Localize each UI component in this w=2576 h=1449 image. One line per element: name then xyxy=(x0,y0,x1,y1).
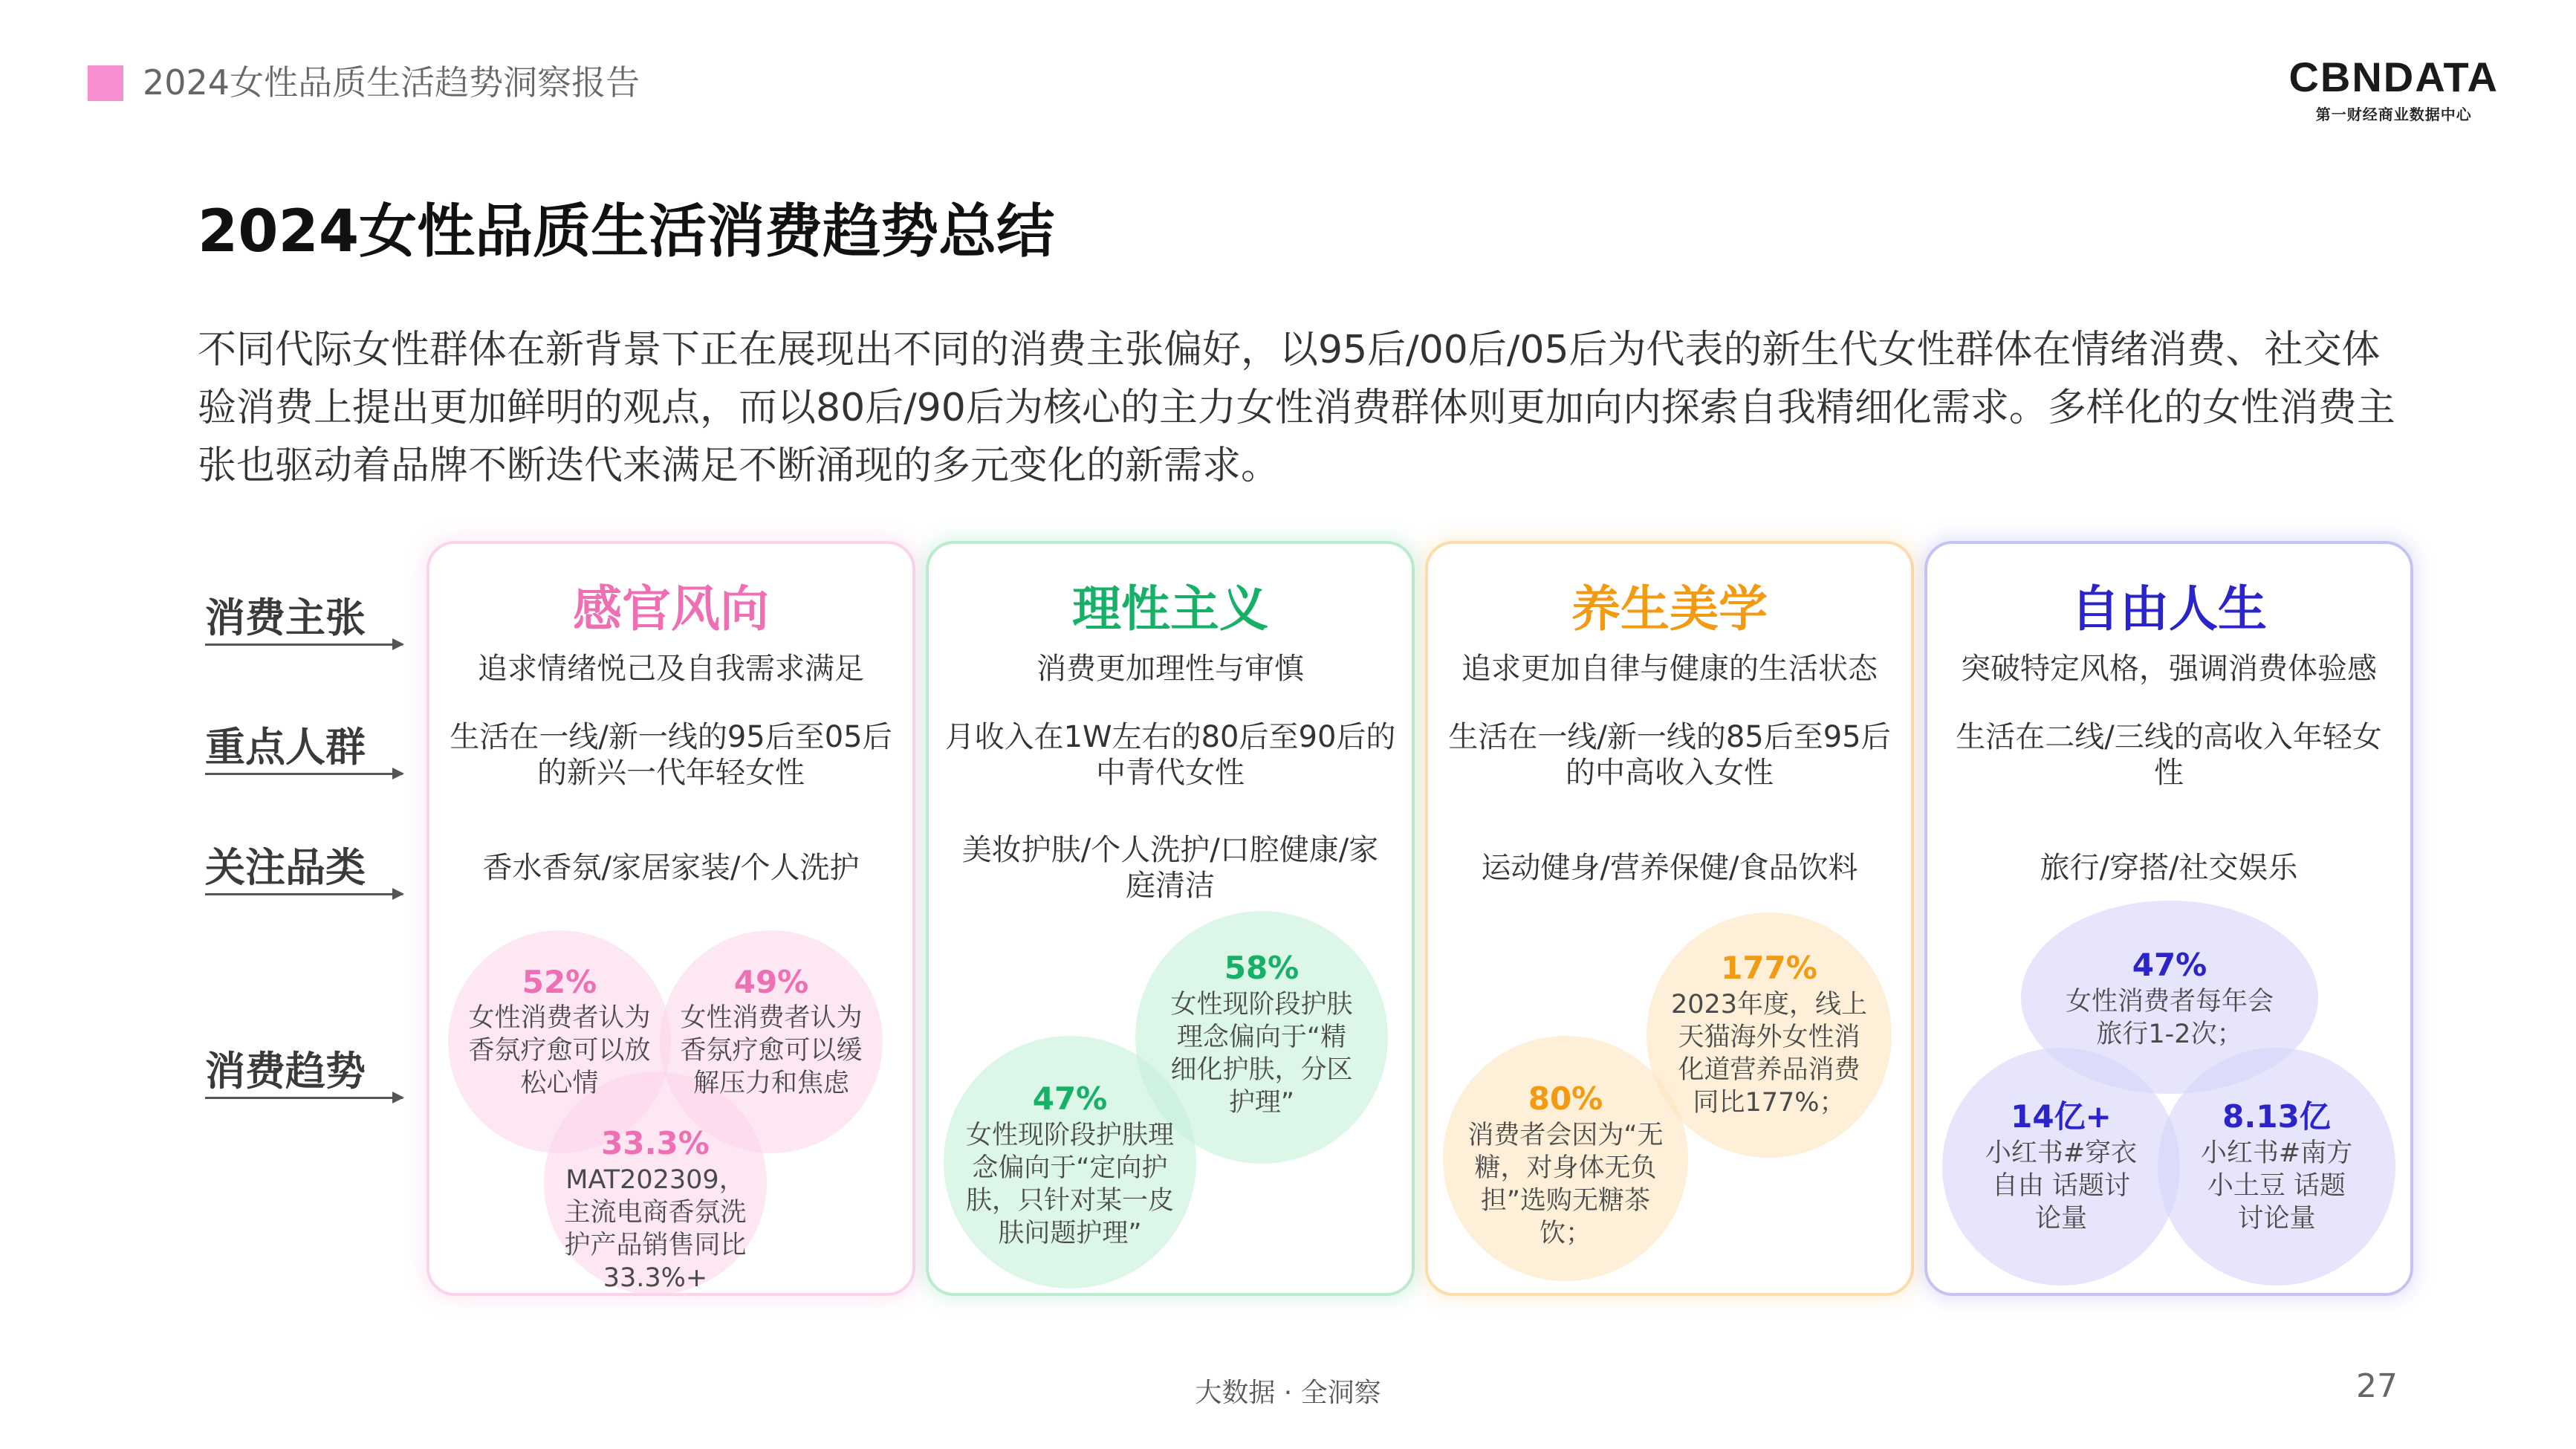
trend-text: 女性消费者每年会旅行1-2次； xyxy=(2066,987,2274,1049)
trend-percent: 52% xyxy=(522,964,597,1000)
card-people: 生活在二线/三线的高收入年轻女性 xyxy=(1956,720,2382,790)
card-subtitle: 追求更加自律与健康的生活状态 xyxy=(1461,652,1878,686)
trend-text: 女性消费者认为香氛疗愈可以缓解压力和焦虑 xyxy=(680,1003,863,1098)
trend-percent: 33.3% xyxy=(601,1125,710,1161)
row-label-trend: 消费趋势 xyxy=(205,1048,366,1095)
row-arrow-claim xyxy=(205,644,403,646)
card-freedom xyxy=(1924,541,2413,1296)
row-arrow-people xyxy=(205,773,403,775)
card-rational xyxy=(926,541,1415,1296)
cbndata-logo xyxy=(2288,55,2499,124)
trend-text: 小红书#南方小土豆 话题讨论量 xyxy=(2200,1138,2353,1234)
logo-text: CBNDATA xyxy=(2288,54,2499,100)
card-people: 生活在一线/新一线的95后至05后的新兴一代年轻女性 xyxy=(450,720,892,790)
card-title: 感官风向 xyxy=(573,580,769,638)
trend-text: 女性现阶段护肤理念偏向于“精细化护肤，分区护理” xyxy=(1170,990,1353,1118)
trend-text: MAT202309，主流电商香氛洗护产品销售同比33.3%+ xyxy=(564,1165,747,1293)
card-wellness xyxy=(1425,541,1914,1296)
card-people: 月收入在1W左右的80后至90后的中青代女性 xyxy=(944,720,1396,790)
card-category: 香水香氛/家居家装/个人洗护 xyxy=(482,851,860,885)
logo-subtitle: 第一财经商业数据中心 xyxy=(2315,106,2472,123)
card-sensory xyxy=(426,541,915,1296)
card-title: 理性主义 xyxy=(1072,580,1268,638)
row-label-people: 重点人群 xyxy=(205,724,366,771)
intro-paragraph: 不同代际女性群体在新背景下正在展现出不同的消费主张偏好，以95后/00后/05后为代表的新生代女性群体在情绪消费、社交体验消费上提出更加鲜明的观点，而以80后/90后为核心的主力女性消费群体则更加向内探索自我精细化需求。多样化的女性消费主张也驱动着品牌不断迭代来满足不断涌现的多元变化的新需求。 xyxy=(198,328,2395,488)
trend-text: 2023年度，线上天猫海外女性消化道营养品消费同比177%； xyxy=(1670,990,1868,1118)
card-category: 美妆护肤/个人洗护/口腔健康/家庭清洁 xyxy=(961,833,1379,903)
card-title: 自由人生 xyxy=(2071,580,2267,638)
row-label-claim: 消费主张 xyxy=(205,594,366,641)
header-square-marker xyxy=(88,65,123,101)
trend-text: 消费者会因为“无糖，对身体无负担”选购无糖茶饮； xyxy=(1467,1121,1664,1248)
card-subtitle: 消费更加理性与审慎 xyxy=(1036,652,1304,686)
trend-percent: 8.13亿 xyxy=(2222,1098,2331,1135)
row-label-category: 关注品类 xyxy=(205,844,366,891)
card-subtitle: 突破特定风格，强调消费体验感 xyxy=(1961,652,2377,686)
card-category: 旅行/穿搭/社交娱乐 xyxy=(2040,851,2298,885)
trend-text: 女性现阶段护肤理念偏向于“定向护肤，只针对某一皮肤问题护理” xyxy=(965,1121,1174,1248)
trend-text: 小红书#穿衣自由 话题讨论量 xyxy=(1985,1138,2138,1234)
trend-percent: 47% xyxy=(2132,947,2207,983)
page-title: 2024女性品质生活消费趋势总结 xyxy=(198,198,1055,265)
card-subtitle: 追求情绪悦己及自我需求满足 xyxy=(478,652,864,686)
trend-percent: 80% xyxy=(1528,1080,1603,1117)
card-title: 养生美学 xyxy=(1571,580,1768,638)
trend-text: 女性消费者认为香氛疗愈可以放松心情 xyxy=(468,1003,651,1098)
trend-percent: 58% xyxy=(1224,950,1300,986)
row-arrow-trend xyxy=(205,1097,403,1099)
trend-percent: 47% xyxy=(1032,1080,1108,1117)
card-category: 运动健身/营养保健/食品饮料 xyxy=(1481,851,1858,885)
trend-percent: 49% xyxy=(733,964,809,1000)
page-number: 27 xyxy=(2356,1367,2398,1405)
trend-percent: 177% xyxy=(1721,950,1817,986)
card-people: 生活在一线/新一线的85后至95后的中高收入女性 xyxy=(1448,720,1891,790)
trend-percent: 14亿+ xyxy=(2011,1098,2112,1135)
row-arrow-category xyxy=(205,893,403,895)
report-title: 2024女性品质生活趋势洞察报告 xyxy=(143,62,640,103)
footer-slogan: 大数据 · 全洞察 xyxy=(1195,1378,1381,1408)
